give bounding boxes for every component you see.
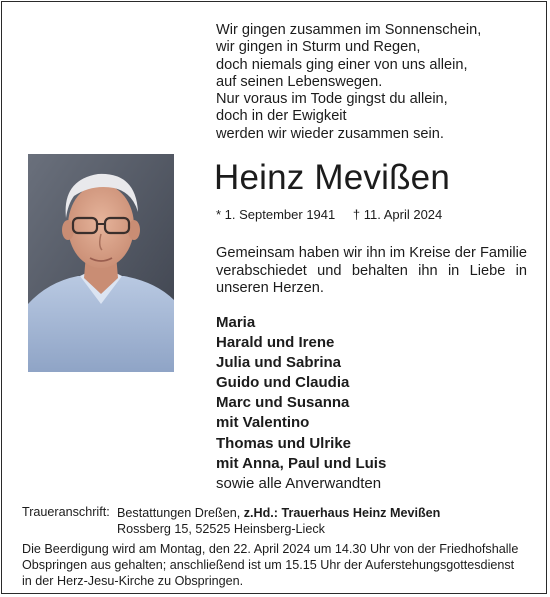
funeral-info xyxy=(22,541,526,589)
mourner-line: Thomas und Ulrike xyxy=(216,434,352,452)
poem-line: doch niemals ging einer von uns allein, xyxy=(216,56,468,73)
funeral-line: Obspringen aus gehalten; anschließend ist um 15.15 Uhr der Auferstehungsgottesdienst xyxy=(22,558,515,572)
poem-line: werden wir wieder zusammen sein. xyxy=(216,125,444,142)
address-street: Rossberg 15, 52525 Heinsberg-Lieck xyxy=(117,522,325,536)
farewell-message: Gemeinsam haben wir ihn im Kreise der Familie verabschiedet und behalten ihn in Liebe in unseren Herzen. xyxy=(216,245,527,296)
mourner-line: mit Valentino xyxy=(216,414,310,432)
poem xyxy=(216,22,536,143)
poem-line: auf seinen Lebenswegen. xyxy=(216,73,383,90)
life-dates xyxy=(216,207,442,222)
mourner-line: Marc und Susanna xyxy=(216,394,350,412)
portrait-photo xyxy=(28,154,174,372)
mourning-address xyxy=(117,505,440,537)
address-label: Traueranschrift: xyxy=(22,505,110,519)
death-date: † 11. April 2024 xyxy=(352,207,443,222)
mourners-list xyxy=(216,313,386,494)
address-care-of: z.Hd.: Trauerhaus Heinz Mevißen xyxy=(243,506,441,520)
deceased-name: Heinz Mevißen xyxy=(214,158,451,197)
mourner-line: Maria xyxy=(216,314,256,331)
poem-line: wir gingen in Sturm und Regen, xyxy=(216,39,421,56)
poem-line: doch in der Ewigkeit xyxy=(216,108,347,125)
birth-date: * 1. September 1941 xyxy=(216,207,336,222)
poem-line: Wir gingen zusammen im Sonnenschein, xyxy=(216,22,482,38)
mourner-line: Julia und Sabrina xyxy=(216,354,342,372)
funeral-line: in der Herz-Jesu-Kirche zu Obspringen. xyxy=(22,574,244,588)
poem-line: Nur voraus im Tode gingst du allein, xyxy=(216,91,448,108)
address-funeral-home: Bestattungen Dreßen, xyxy=(117,506,244,520)
funeral-line: Die Beerdigung wird am Montag, den 22. April 2024 um 14.30 Uhr von der Friedhofshalle xyxy=(22,542,519,556)
mourner-line: Guido und Claudia xyxy=(216,374,350,392)
mourners-tail: sowie alle Anverwandten xyxy=(216,474,382,492)
mourner-line: mit Anna, Paul und Luis xyxy=(216,454,387,472)
mourner-line: Harald und Irene xyxy=(216,334,335,352)
